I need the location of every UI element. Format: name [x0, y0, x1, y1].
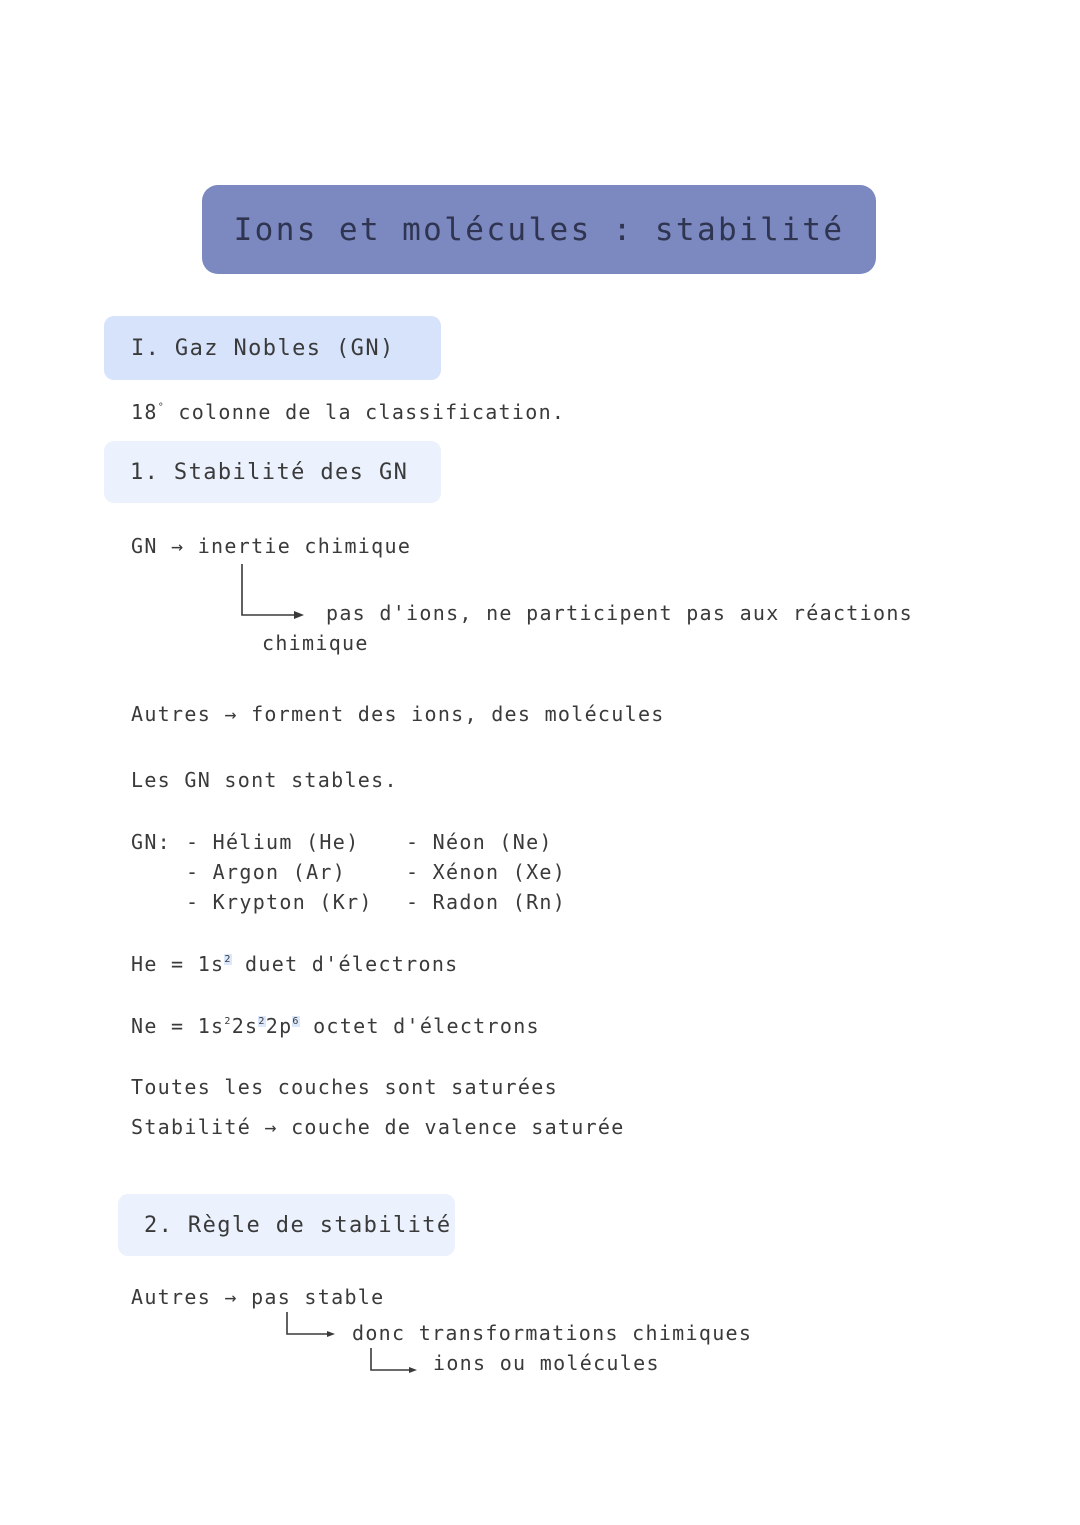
gas-helium: - Hélium (He)	[186, 830, 360, 854]
helium-config: He = 1s	[131, 952, 225, 976]
helium-duet: duet d'électrons	[231, 952, 459, 976]
neon-config: Ne = 1s	[131, 1014, 225, 1038]
section-intro	[131, 400, 565, 424]
branch-transformations: donc transformations chimiques	[352, 1321, 753, 1345]
section-heading-box	[104, 316, 441, 380]
neon-exponent-2s: 2	[258, 1016, 266, 1027]
intro-number: 18	[131, 400, 158, 424]
neon-octet: octet d'électrons	[299, 1014, 540, 1038]
others-unstable-line: Autres → pas stable	[131, 1285, 385, 1309]
branch-ions-molecules: ions ou molécules	[433, 1351, 660, 1375]
gas-xenon: - Xénon (Xe)	[406, 860, 567, 884]
neon-config-line	[131, 1014, 540, 1038]
gas-radon: - Radon (Rn)	[406, 890, 567, 914]
stable-statement: Les GN sont stables.	[131, 768, 398, 792]
branch-text-continued: chimique	[262, 631, 369, 655]
subsection-heading-2: 2. Règle de stabilité	[144, 1212, 452, 1238]
valence-line: Stabilité → couche de valence saturée	[131, 1115, 625, 1139]
neon-exponent-2p: 6	[292, 1016, 300, 1027]
saturated-shells-line: Toutes les couches sont saturées	[131, 1075, 558, 1099]
intro-text: colonne de la classification.	[165, 400, 566, 424]
gas-argon: - Argon (Ar)	[186, 860, 347, 884]
gn-list-prefix: GN:	[131, 830, 172, 854]
neon-exponent-1s: 2	[224, 1016, 232, 1027]
branch-arrow-icon-2	[282, 1310, 342, 1340]
gn-inertia-line: GN → inertie chimique	[131, 534, 412, 558]
section-heading: I. Gaz Nobles (GN)	[131, 335, 395, 361]
neon-2p: 2p	[265, 1014, 293, 1038]
branch-arrow-icon-3	[366, 1346, 426, 1376]
neon-2s: 2s	[231, 1014, 259, 1038]
page-title-banner	[202, 185, 876, 274]
gas-neon: - Néon (Ne)	[406, 830, 553, 854]
subsection-heading: 1. Stabilité des GN	[130, 459, 409, 485]
gas-krypton: - Krypton (Kr)	[186, 890, 373, 914]
others-line: Autres → forment des ions, des molécules	[131, 702, 665, 726]
branch-text: pas d'ions, ne participent pas aux réactions	[326, 601, 914, 625]
helium-config-line	[131, 952, 459, 976]
helium-exponent: 2	[224, 954, 232, 965]
page-title: Ions et molécules : stabilité	[233, 211, 845, 248]
branch-arrow-icon	[236, 562, 316, 622]
subsection-heading-box-2	[118, 1194, 455, 1256]
intro-degree: °	[157, 402, 166, 413]
subsection-heading-box	[104, 441, 441, 503]
